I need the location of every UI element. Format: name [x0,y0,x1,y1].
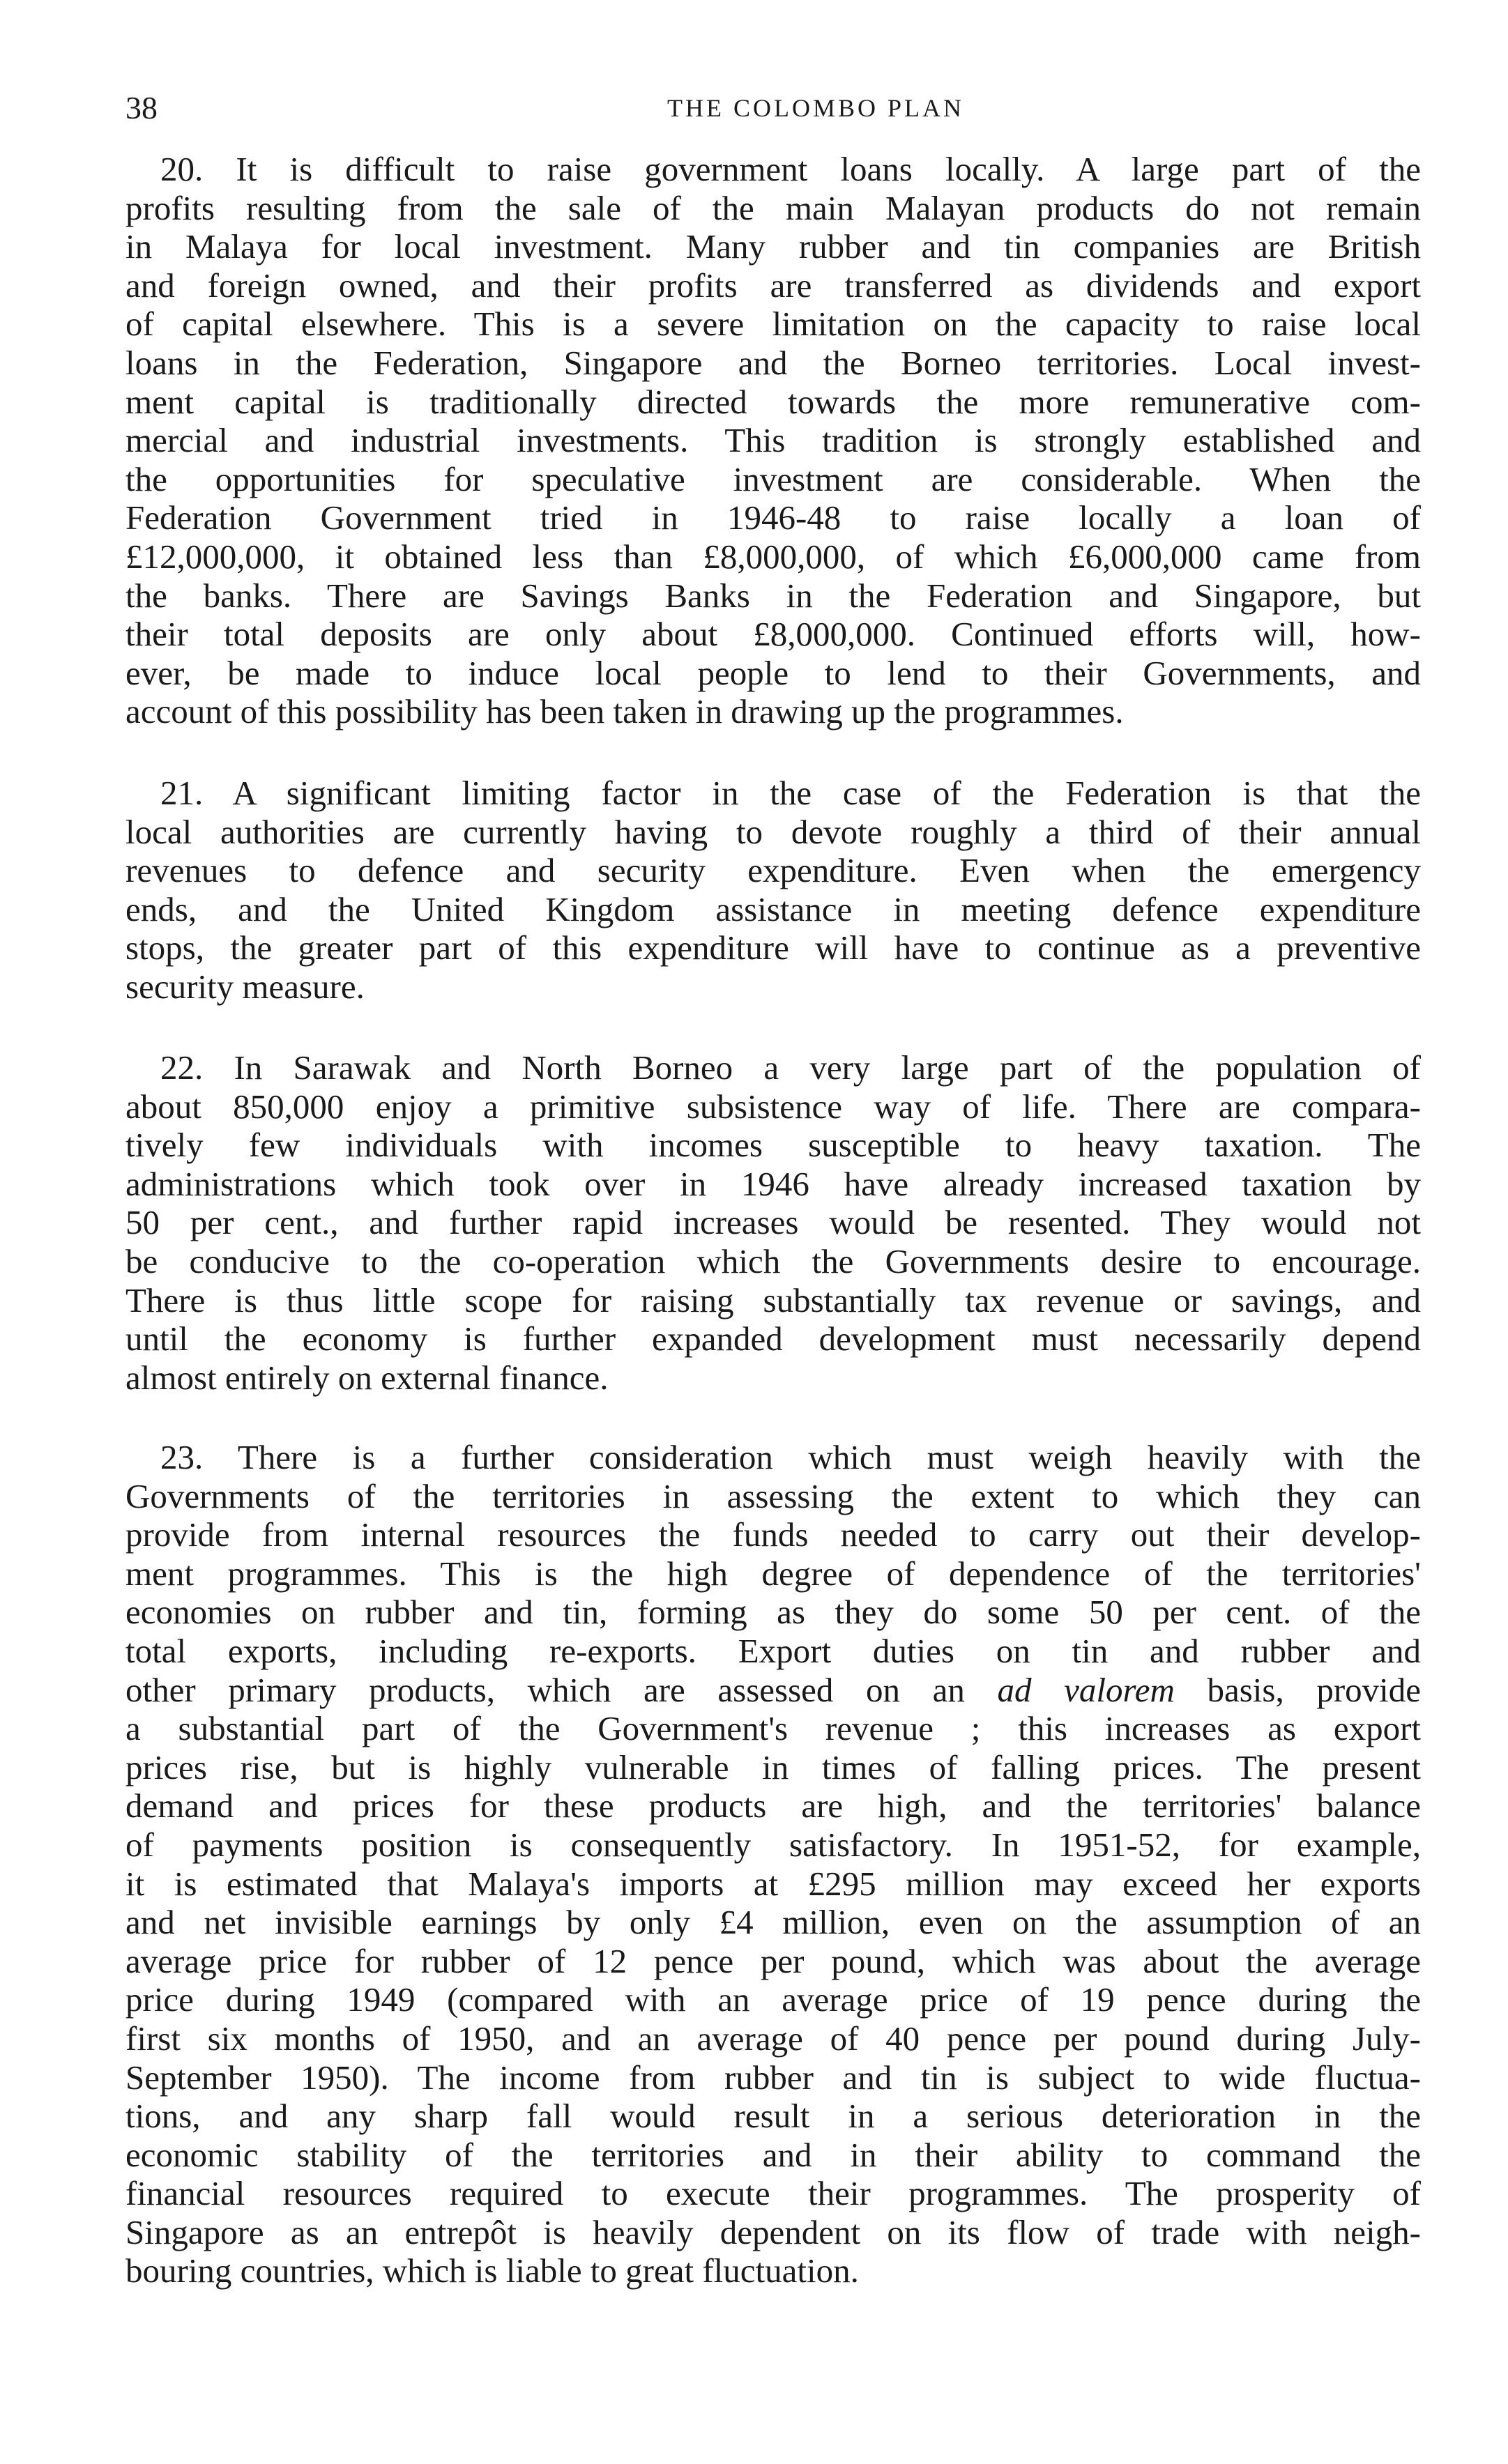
text-line: 21. A significant limiting factor in the case of the Federation is that the [160,774,1421,812]
text-line: There is thus little scope for raising substantially tax revenue or savings, and [125,1280,1421,1319]
text-line: and net invisible earnings by only £4 million, even on the assumption of an [125,1903,1421,1942]
text-line: ment capital is traditionally directed towards the more remunerative com- [125,382,1421,421]
text-line: ends, and the United Kingdom assistance in meeting defence expenditure [125,889,1421,928]
text-line [125,1671,1421,1710]
text-line: 20. It is difficult to raise government loans locally. A large part of the [160,150,1421,188]
text-line: first six months of 1950, and an average of 40 pence per pound during July- [125,2019,1421,2058]
running-title: THE COLOMBO PLAN [667,94,964,122]
text-line: Singapore as an entrepôt is heavily dependent on its flow of trade with neigh- [125,2212,1421,2251]
text-line: local authorities are currently having to devote roughly a third of their annual [125,812,1421,851]
text-fragment: other primary products, which are assessed on an [125,1670,998,1709]
text-line: demand and prices for these products are high, and the territories' balance [125,1786,1421,1826]
paragraph-22 [125,1048,1421,1397]
text-line: profits resulting from the sale of the main Malayan products do not remain [125,188,1421,227]
paragraph-20 [125,150,1421,731]
text-line: £12,000,000, it obtained less than £8,000,000, of which £6,000,000 came from [125,537,1421,576]
text-line: total exports, including re-exports. Export duties on tin and rubber and [125,1631,1421,1670]
text-fragment: basis, provide [1174,1670,1422,1709]
italic-phrase: ad valorem [997,1670,1175,1709]
text-line: a substantial part of the Government's revenue ; this increases as export [125,1709,1421,1748]
text-line: administrations which took over in 1946 have already increased taxation by [125,1164,1421,1203]
text-line: price during 1949 (compared with an average price of 19 pence during the [125,1980,1421,2019]
text-line: until the economy is further expanded development must necessarily depend [125,1319,1421,1359]
text-line: average price for rubber of 12 pence per pound, which was about the average [125,1941,1421,1980]
text-line: revenues to defence and security expenditure. Even when the emergency [125,851,1421,890]
text-line: security measure. [125,967,365,1006]
text-line: economic stability of the territories and in their ability to command the [125,2135,1421,2174]
text-line: loans in the Federation, Singapore and the Borneo territories. Local invest- [125,343,1421,382]
text-line: almost entirely on external finance. [125,1358,609,1397]
text-line: financial resources required to execute their programmes. The prosperity of [125,2174,1421,2213]
text-line: prices rise, but is highly vulnerable in times of falling prices. The present [125,1747,1421,1786]
text-line: be conducive to the co-operation which the Governments desire to encourage. [125,1241,1421,1280]
text-line: tively few individuals with incomes susceptible to heavy taxation. The [125,1126,1421,1165]
text-line: 50 per cent., and further rapid increases would be resented. They would not [125,1203,1421,1242]
text-line: the banks. There are Savings Banks in the Federation and Singapore, but [125,576,1421,615]
text-line: of payments position is consequently satisfactory. In 1951-52, for example, [125,1825,1421,1864]
text-line: Federation Government tried in 1946-48 to raise locally a loan of [125,498,1421,537]
text-line: 22. In Sarawak and North Borneo a very large part of the population of [160,1048,1421,1087]
text-line: bouring countries, which is liable to great fluctuation. [125,2251,859,2290]
text-line: the opportunities for speculative investment are considerable. When the [125,459,1421,498]
text-line: ment programmes. This is the high degree of dependence of the territories' [125,1554,1421,1593]
text-line: their total deposits are only about £8,000,000. Continued efforts will, how- [125,615,1421,654]
text-line: in Malaya for local investment. Many rubber and tin companies are British [125,227,1421,266]
text-line: tions, and any sharp fall would result in a serious deterioration in the [125,2097,1421,2136]
paragraph-21 [125,774,1421,1007]
text-line: and foreign owned, and their profits are transferred as dividends and export [125,266,1421,305]
paragraph-23 [125,1438,1421,2290]
text-line: Governments of the territories in assessing the extent to which they can [125,1476,1421,1515]
text-line: it is estimated that Malaya's imports at £295 million may exceed her exports [125,1864,1421,1903]
page-number: 38 [125,90,158,125]
text-line: 23. There is a further consideration which must weigh heavily with the [160,1438,1421,1476]
text-line: ever, be made to induce local people to lend to their Governments, and [125,653,1421,692]
text-line: about 850,000 enjoy a primitive subsistence way of life. There are compara- [125,1087,1421,1126]
text-line: stops, the greater part of this expenditure will have to continue as a preventive [125,928,1421,967]
text-line: September 1950). The income from rubber and tin is subject to wide fluctua- [125,2058,1421,2097]
text-line: account of this possibility has been taken in drawing up the programmes. [125,692,1124,731]
text-line: economies on rubber and tin, forming as they do some 50 per cent. of the [125,1593,1421,1632]
text-line: provide from internal resources the funds needed to carry out their develop- [125,1515,1421,1554]
text-line: of capital elsewhere. This is a severe limitation on the capacity to raise local [125,305,1421,344]
text-line: mercial and industrial investments. This tradition is strongly established and [125,421,1421,460]
